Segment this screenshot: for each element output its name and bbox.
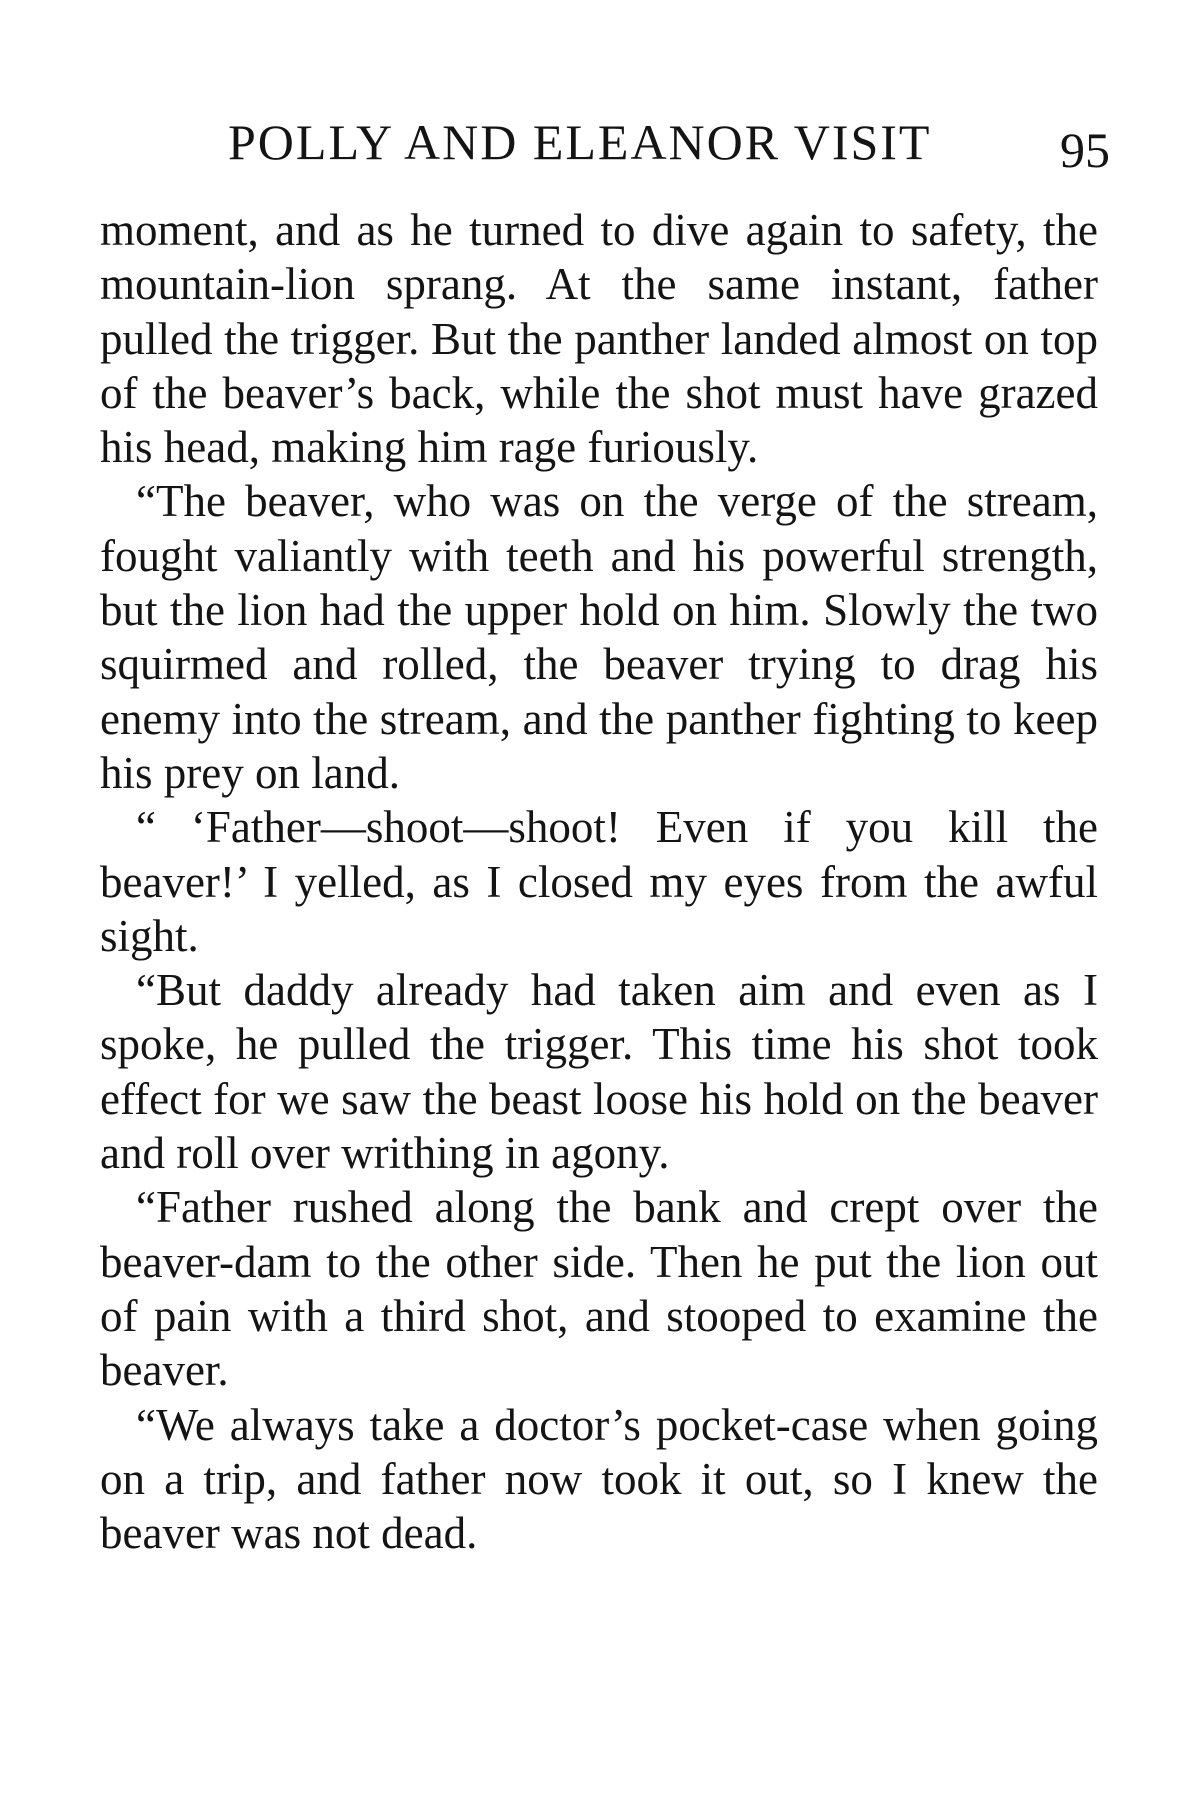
paragraph-beaver-fight: “The beaver, who was on the verge of the stream, fought valiantly with teeth and his powerful strength, but the lion had the upper hold on him. Slowly the two squirmed and rolled, the beaver trying to drag his enemy into the stream, and the panther fighting to keep his prey on land. — [100, 476, 1098, 798]
running-header — [100, 112, 1110, 192]
body-text — [100, 203, 1098, 1560]
paragraph-third-shot: “Father rushed along the bank and crept over the beaver-dam to the other side. Then he put the lion out of pain with a third shot, and stooped to examine the beaver. — [100, 1182, 1098, 1396]
running-title: POLLY AND ELEANOR VISIT — [228, 114, 932, 170]
paragraph-second-shot: “But daddy already had taken aim and even as I spoke, he pulled the trigger. This time his shot took effect for we saw the beast loose his hold on the beaver and roll over writhing in agony. — [100, 965, 1098, 1179]
page-number: 95 — [1060, 122, 1110, 178]
paragraph-dialogue-shout: “ ‘Father—shoot—shoot! Even if you kill the beaver!’ I yelled, as I closed my eyes from the awful sight. — [100, 802, 1098, 961]
paragraph-pocket-case: “We always take a doctor’s pocket-case when going on a trip, and father now took it out, so I knew the beaver was not dead. — [100, 1399, 1098, 1559]
paragraph-continuation: moment, and as he turned to dive again to safety, the mountain-lion sprang. At the same instant, father pulled the trigger. But the panther landed almost on top of the beaver’s back, while the shot must have grazed his head, making him rage furiously. — [100, 205, 1098, 473]
